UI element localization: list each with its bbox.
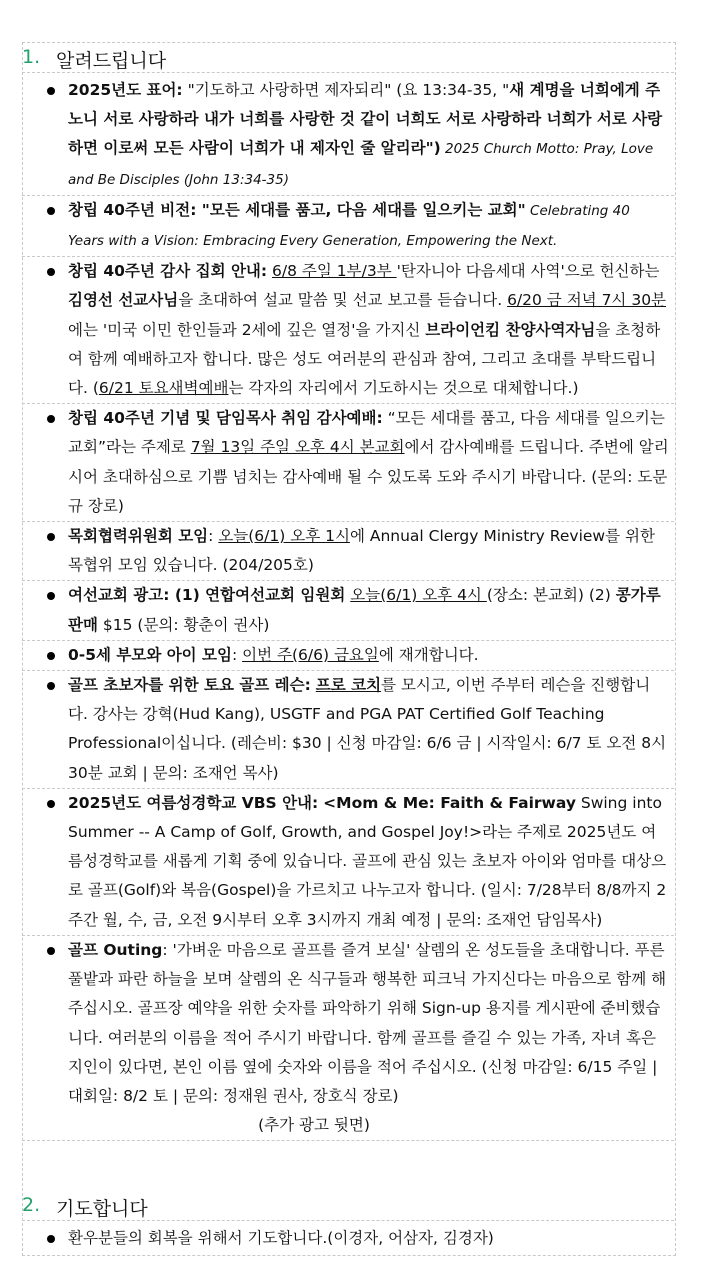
revival-date-3: 6/21 토요새벽예배: [98, 379, 229, 398]
motto-text: "기도하고 사랑하면 제자되리" (요 13:34-35, ": [182, 81, 510, 99]
women-text-2: $15 (문의: 황춘이 권사): [97, 615, 270, 634]
golf-lesson-coach: 프로 코치: [315, 676, 382, 695]
bullet-icon: [47, 268, 55, 276]
bullet-icon: [47, 87, 55, 95]
announcement-list: [22, 76, 674, 1141]
list-item-revival: [22, 257, 674, 404]
revival-text-4: 을 초청하여 함께 예배하고자 합니다. 많은 성도 여러분의 관심과 참여, 그리고 초대를 부탁드립니다. (: [68, 320, 661, 398]
clergy-text: 에 Annual Clergy Ministry Review를 위한 목협위 모임 있습니다. (204/205호): [68, 527, 655, 575]
list-item-clergy: [22, 522, 674, 581]
section-number: 2.: [22, 1194, 41, 1216]
bullet-icon: [47, 415, 55, 423]
women-label: 여선교회 광고: (1) 연합여선교회 임원회: [68, 586, 346, 605]
anniversary-text-1: “모든 세대를 품고, 다음 세대를 일으키는 교회”라는 주제로: [68, 409, 665, 457]
section-heading-announcements: [22, 42, 674, 73]
revival-text-2: 을 초대하여 설교 말씀 및 선교 보고를 듣습니다.: [178, 291, 508, 310]
motto-english: 2025 Church Motto: Pray, Love and Be Disciples (John 13:34-35): [68, 141, 654, 188]
golf-lesson-text: 를 모시고, 이번 주부터 레슨을 진행합니다. 강사는 강혁(Hud Kang), USGTF and PGA PAT Certified Golf Teaching Professional이십니다. (레슨비: $30 | 신청 마감일: 6/6 금 | 시작일시: 6/7 토 오전 8시 30분 교회 | 문의: 조재언 목사): [68, 676, 667, 782]
continued-note: (추가 광고 뒷면): [258, 1116, 370, 1135]
list-item-prayer: [22, 1224, 674, 1253]
prayer-text: 환우분들의 회복을 위해서 기도합니다.(이경자, 어삼자, 김경자): [68, 1229, 494, 1247]
anniversary-label: 창립 40주년 기념 및 담임목사 취임 감사예배:: [68, 409, 383, 428]
motto-verse: 새 계명을 너희에게 주노니 서로 사랑하라 내가 너희를 사랑한 것 같이 너희도 서로 사랑하라 너희가 서로 사랑하면 이로써 모든 사람이 너희가 내 제자인 줄 알리라"): [68, 81, 663, 158]
section-title: 알려드립니다: [56, 50, 167, 72]
clergy-date: 오늘(6/1) 오후 1시: [218, 527, 350, 546]
motto-label: 2025년도 표어:: [68, 81, 183, 99]
vision-english: Celebrating 40 Years with a Vision: Embracing Every Generation, Empowering the Next.: [68, 202, 630, 250]
kids-text: 에 재개합니다.: [378, 645, 479, 664]
bullet-icon: [47, 800, 55, 808]
bullet-icon: [47, 947, 55, 955]
list-item-vision: [22, 196, 674, 257]
list-item-golf-lesson: [22, 671, 674, 789]
golf-outing-text: : '가벼운 마음으로 골프를 즐겨 보실' 살렘의 온 성도들을 초대합니다. 푸른 풀밭과 파란 하늘을 보며 살렘의 온 식구들과 행복한 피크닉 가지신다는 마음으로 함께 해주십시오. 골프장 예약을 위한 숫자를 파악하기 위해 Sign-up 용지를 게시판에 준비했습니다. 여러분의 이름을 적어 주시기 바랍니다. 함께 골프를 즐길 수 있는 가족, 자녀 혹은 지인이 있다면, 본인 이름 옆에 숫자와 이름을 적어 주십시오. (신청 마감일: 6/15 주일 | 대회일: 8/2 토 | 문의: 정재원 권사, 장호식 장로): [68, 940, 667, 1105]
revival-date-2: 6/20 금 저녁 7시 30분: [507, 291, 667, 310]
anniversary-text-2: 에서 감사예배를 드립니다. 주변에 알리시어 초대하심으로 기쁨 넘치는 감사예배 될 수 있도록 도와 주시기 바랍니다. (문의: 도문규 장로): [68, 438, 669, 515]
bullet-icon: [47, 207, 55, 215]
clergy-colon: :: [208, 527, 219, 546]
section-title: 기도합니다: [56, 1198, 148, 1220]
revival-date-1: 6/8 주일 1부/3부: [272, 262, 397, 281]
vbs-text: Swing into Summer -- A Camp of Golf, Growth, and Gospel Joy!>라는 주제로 2025년도 여름성경학교를 새롭게 기획 중에 있습니다. 골프에 관심 있는 초보자 아이와 엄마를 대상으로 골프(Golf)와 복음(Gospel)을 가르치고 나누고자 합니다. (일시: 7/28부터 8/8까지 2주간 월, 수, 금, 오전 9시부터 오후 3시까지 개최 예정 | 문의: 조재언 담임목사): [68, 793, 667, 929]
kids-label: 0-5세 부모와 아이 모임: [68, 645, 232, 664]
revival-speaker-2: 브라이언킴 찬양사역자님: [425, 320, 596, 339]
bullet-icon: [47, 533, 55, 541]
golf-lesson-label: 골프 초보자를 위한 토요 골프 레슨:: [68, 676, 311, 695]
section-heading-prayer: [22, 1190, 674, 1221]
vision-label: 창립 40주년 비전: "모든 세대를 품고, 다음 세대를 일으키는 교회": [68, 200, 526, 219]
women-date: 오늘(6/1) 오후 4시: [350, 586, 487, 605]
women-item: 콩가루 판매: [68, 586, 661, 634]
kids-date: 이번 주(6/6) 금요일: [242, 645, 379, 664]
section-number: 1.: [22, 46, 41, 68]
bullet-icon: [47, 592, 55, 600]
list-item-women: [22, 581, 674, 640]
golf-outing-label: 골프 Outing: [68, 940, 163, 959]
prayer-list: [22, 1224, 674, 1253]
revival-speaker-1: 김영선 선교사님: [68, 291, 179, 310]
revival-text-3: 에는 '미국 이민 한인들과 2세에 깊은 열정'을 가지신: [68, 320, 426, 339]
bullet-icon: [47, 1235, 55, 1243]
revival-text-5: 는 각자의 자리에서 기도하시는 것으로 대체합니다.): [228, 379, 579, 398]
list-item-kids: [22, 641, 674, 671]
list-item-anniversary: [22, 404, 674, 522]
list-item-motto: [22, 76, 674, 196]
kids-colon: :: [231, 645, 243, 664]
revival-text-1: '탄자니아 다음세대 사역'으로 헌신하는: [396, 262, 660, 281]
vbs-theme: <Mom & Me: Faith & Fairway: [323, 793, 576, 812]
bullet-icon: [47, 682, 55, 690]
bullet-icon: [47, 652, 55, 660]
list-item-golf-outing: [22, 936, 674, 1141]
vbs-label: 2025년도 여름성경학교 VBS 안내:: [68, 793, 319, 812]
list-item-vbs: [22, 789, 674, 936]
clergy-label: 목회협력위원회 모임: [68, 527, 209, 546]
anniversary-date: 7월 13일 주일 오후 4시 본교회: [190, 438, 405, 457]
revival-label: 창립 40주년 감사 집회 안내:: [68, 262, 268, 281]
women-text-1: (장소: 본교회) (2): [486, 586, 616, 605]
